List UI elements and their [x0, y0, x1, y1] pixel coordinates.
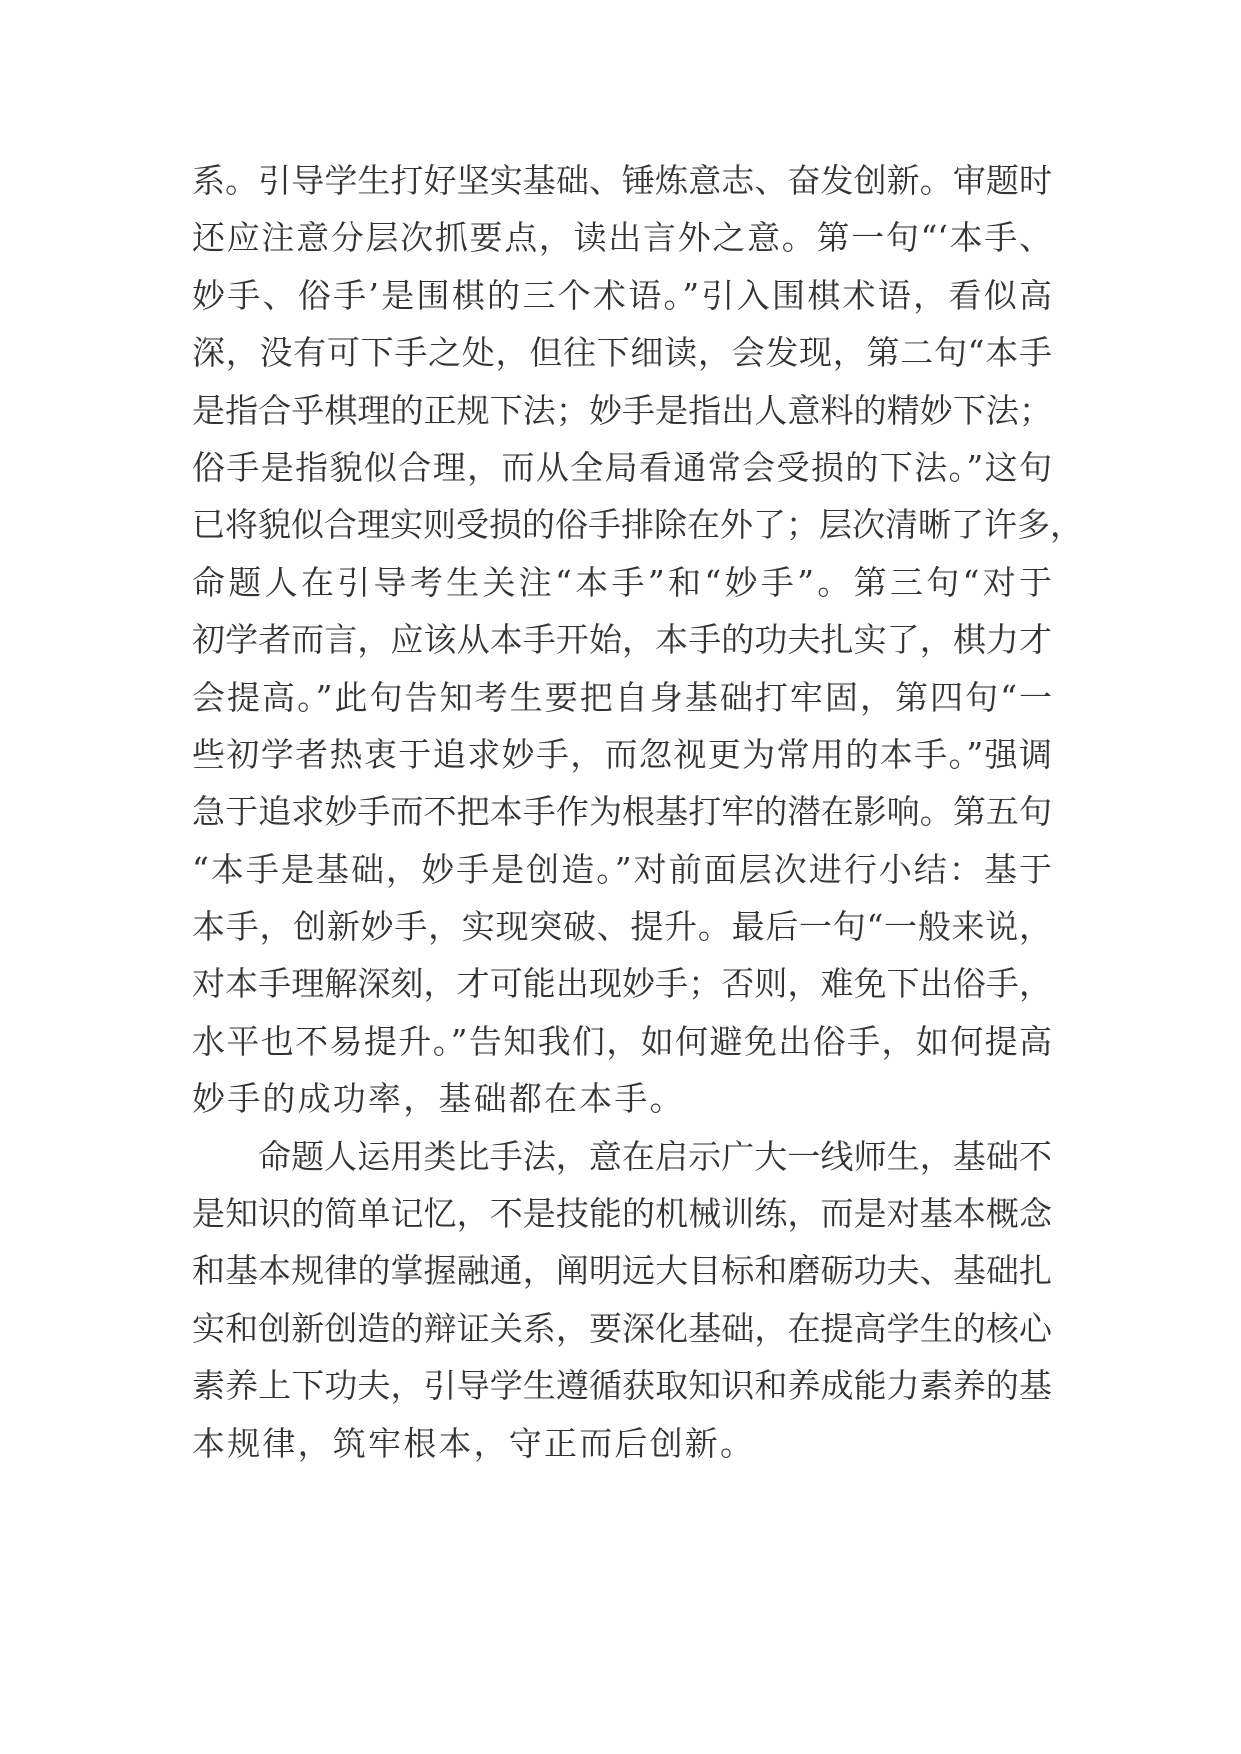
text-line: 和基本规律的掌握融通，阐明远大目标和磨砺功夫、基础扎 [192, 1251, 1052, 1291]
text-line: “本手是基础，妙手是创造。”对前面层次进行小结：基于 [192, 849, 1052, 889]
text-line: 水平也不易提升。”告知我们，如何避免出俗手，如何提高 [192, 1021, 1052, 1061]
text-line: 命题人在引导考生关注“本手”和“妙手”。第三句“对于 [192, 562, 1052, 602]
text-line: 是知识的简单记忆，不是技能的机械训练，而是对基本概念 [192, 1194, 1052, 1234]
body-text [192, 152, 1083, 1472]
text-line: 初学者而言，应该从本手开始，本手的功夫扎实了，棋力才 [192, 620, 1052, 660]
text-line: 深，没有可下手之处，但往下细读，会发现，第二句“本手 [192, 333, 1052, 373]
text-line: 本手，创新妙手，实现突破、提升。最后一句“一般来说， [192, 907, 1052, 947]
paragraph-end-line: 本规律，筑牢根本，守正而后创新。 [192, 1423, 756, 1463]
text-line: 俗手是指貌似合理，而从全局看通常会受损的下法。”这句 [192, 447, 1052, 487]
text-line: 系。引导学生打好坚实基础、锤炼意志、奋发创新。审题时 [192, 161, 1052, 200]
text-line: 是指合乎棋理的正规下法；妙手是指出人意料的精妙下法； [192, 390, 1052, 430]
text-line: 素养上下功夫，引导学生遵循获取知识和养成能力素养的基 [192, 1366, 1052, 1406]
text-line: 实和创新创造的辩证关系，要深化基础，在提高学生的核心 [192, 1308, 1052, 1348]
paragraph-end-line: 妙手的成功率，基础都在本手。 [192, 1079, 685, 1119]
text-line: 还应注意分层次抓要点，读出言外之意。第一句“‘本手、 [192, 218, 1052, 258]
paragraph-first-line: 命题人运用类比手法，意在启示广大一线师生，基础不 [258, 1136, 1052, 1176]
text-line: 已将貌似合理实则受损的俗手排除在外了；层次清晰了许多， [192, 505, 1083, 545]
text-line: 会提高。”此句告知考生要把自身基础打牢固，第四句“一 [192, 677, 1052, 717]
text-line: 些初学者热衷于追求妙手，而忽视更为常用的本手。”强调 [192, 734, 1052, 774]
text-line: 对本手理解深刻，才可能出现妙手；否则，难免下出俗手， [192, 964, 1052, 1004]
text-line: 急于追求妙手而不把本手作为根基打牢的潜在影响。第五句 [192, 792, 1052, 832]
text-line: 妙手、俗手’是围棋的三个术语。”引入围棋术语，看似高 [192, 275, 1052, 315]
